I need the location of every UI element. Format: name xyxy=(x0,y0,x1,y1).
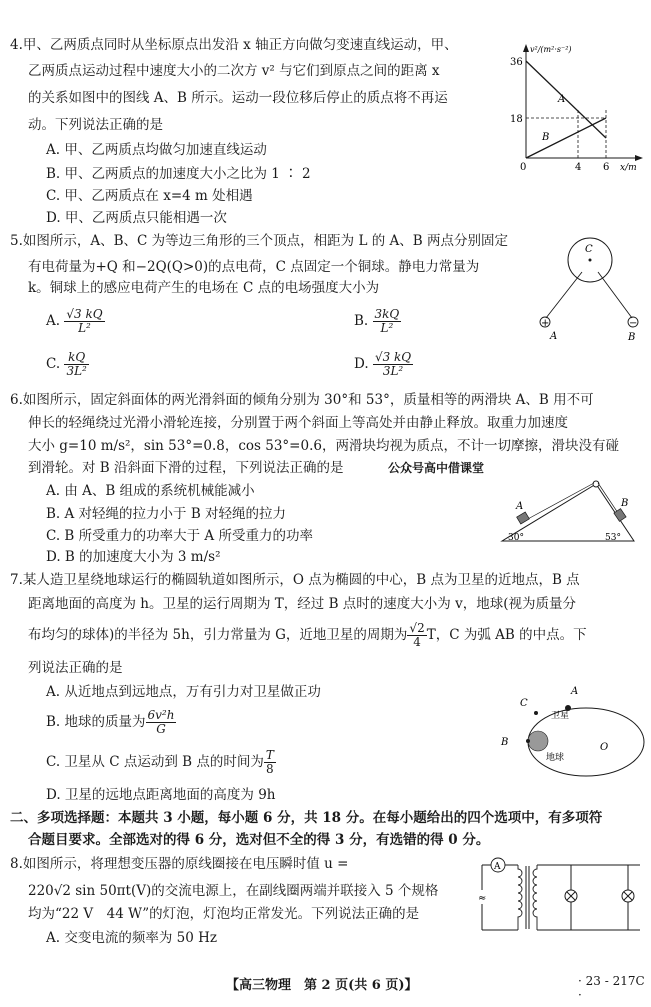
q7-line-2: 距离地面的高度为 h。卫星的运行周期为 T，经过 B 点时的速度大小为 v，地球(视为质量分 xyxy=(28,596,576,612)
q5-label-c: C xyxy=(585,244,593,255)
q5-option-a: A. $\frac{√3 kQ}{\text{L²}}$ xyxy=(46,307,103,335)
q4-option-a: A. 甲、乙两质点均做匀加速直线运动 xyxy=(46,142,267,158)
q6-line-3: 大小 g=10 m/s²，sin 53°=0.8，cos 53°=0.6，两滑块均视为质点，不计一切摩擦，滑块没有碰 xyxy=(28,438,619,454)
q7-label-a: A xyxy=(571,686,579,697)
q4-graph xyxy=(506,40,646,175)
q4-line-a-label: A xyxy=(558,94,566,105)
q8-figure xyxy=(476,852,646,940)
q4-option-b: B. 甲、乙两质点的加速度大小之比为 1 ∶ 2 xyxy=(46,166,311,182)
q4-y-tick-36: 36 xyxy=(510,57,523,68)
q5-minus-sign: − xyxy=(629,318,638,329)
q7-option-d: D. 卫星的远地点距离地面的高度为 9h xyxy=(46,787,276,803)
q6-angle-right: 53° xyxy=(605,533,621,543)
q8-line-1: 8.如图所示，将理想变压器的原线圈接在电压瞬时值 u = xyxy=(10,856,349,872)
q5-plus-sign: + xyxy=(541,318,550,329)
q5-line-1: 5.如图所示，A、B、C 为等边三角形的三个顶点，相距为 L 的 A、B 两点分别固定 xyxy=(10,233,508,249)
q5-figure xyxy=(530,232,645,347)
q6-option-c: C. B 所受重力的功率大于 A 所受重力的功率 xyxy=(46,528,313,544)
q5-line-3: k。铜球上的感应电荷产生的电场在 C 点的电场强度大小为 xyxy=(28,280,380,296)
page-footer: 【高三物理 第 2 页(共 6 页)】 xyxy=(226,978,418,993)
q5-label-b: B xyxy=(628,332,636,343)
q7-line-1: 7.某人造卫星绕地球运行的椭圆轨道如图所示，O 点为椭圆的中心，B 点为卫星的近地点，B 点 xyxy=(10,572,580,588)
section-2-line-1: 二、多项选择题：本题共 3 小题，每小题 6 分，共 18 分。在每小题给出的四个选项中，有多项符 xyxy=(10,810,603,826)
q7-option-c: C. 卫星从 C 点运动到 B 点的时间为 $\frac{T}{8}$ xyxy=(46,748,274,776)
q4-x-tick-4: 4 xyxy=(575,162,582,173)
q4-line-4: 动。下列说法正确的是 xyxy=(28,117,163,133)
q5-line-2: 有电荷量为+Q 和−2Q(Q>0)的点电荷，C 点固定一个铜球。静电力常量为 xyxy=(28,259,480,275)
q7-label-earth: 地球 xyxy=(546,753,565,763)
q6-watermark: 公众号高中借课堂 xyxy=(388,461,485,475)
q8-ammeter-label: A xyxy=(494,862,501,872)
q6-option-b: B. A 对轻绳的拉力小于 B 对轻绳的拉力 xyxy=(46,506,287,522)
q6-line-4: 到滑轮。对 B 沿斜面下滑的过程，下列说法正确的是 xyxy=(28,460,344,476)
q7-label-b: B xyxy=(501,737,509,748)
q4-y-tick-18: 18 xyxy=(510,114,523,125)
q7-option-a: A. 从近地点到远地点，万有引力对卫星做正功 xyxy=(46,684,321,700)
q6-option-d: D. B 的加速度大小为 3 m/s² xyxy=(46,549,221,565)
q4-option-c: C. 甲、乙两质点在 x=4 m 处相遇 xyxy=(46,188,253,204)
q7-label-o: O xyxy=(600,742,609,753)
q4-x-tick-6: 6 xyxy=(603,162,610,173)
q6-figure xyxy=(498,476,638,546)
q7-figure xyxy=(496,684,646,784)
q4-option-d: D. 甲、乙两质点只能相遇一次 xyxy=(46,210,227,226)
q7-line-4: 列说法正确的是 xyxy=(28,660,123,676)
q6-option-a: A. 由 A、B 组成的系统机械能减小 xyxy=(46,483,255,499)
q6-label-b: B xyxy=(621,498,629,509)
q6-angle-left: 30° xyxy=(508,533,524,543)
q8-line-3: 均为“22 V 44 W”的灯泡，灯泡均正常发光。下列说法正确的是 xyxy=(28,906,420,922)
q4-line-1: 4.甲、乙两质点同时从坐标原点出发沿 x 轴正方向做匀变速直线运动，甲、 xyxy=(10,37,458,53)
q7-label-c: C xyxy=(520,698,528,709)
q5-option-b: B. $\frac{3kQ}{\text{L²}}$ xyxy=(354,307,400,335)
q4-x-tick-0: 0 xyxy=(520,162,527,173)
q4-x-axis-label: x/m xyxy=(620,163,637,173)
q4-line-3: 的关系如图中的图线 A、B 所示。运动一段位移后停止的质点将不再运 xyxy=(28,90,448,106)
q4-y-axis-label: v²/(m²·s⁻²) xyxy=(530,45,572,54)
q5-option-c: C. $\frac{kQ}{\text{3L²}}$ xyxy=(46,350,87,378)
q7-label-satellite: 卫星 xyxy=(551,711,570,721)
q6-line-1: 6.如图所示，固定斜面体的两光滑斜面的倾角分别为 30°和 53°，质量相等的两滑块 A、B 用不可 xyxy=(10,392,594,408)
q4-line-b-label: B xyxy=(542,132,550,143)
q7-option-b: B. 地球的质量为 $\frac{\text{6v²h}}{G}$ xyxy=(46,708,175,736)
q7-line-3: 布均匀的球体)的半径为 5h，引力常量为 G，近地卫星的周期为 $\frac{√2}{4}$ T，C 为弧 AB 的中点。下 xyxy=(28,621,587,649)
q5-option-d: D. $\frac{√3 kQ}{\text{3L²}}$ xyxy=(354,350,412,378)
q6-label-a: A xyxy=(516,501,524,512)
q8-line-2: 220√2 sin 50πt(V)的交流电源上，在副线圈两端并联接入 5 个规格 xyxy=(28,883,439,899)
exam-code: · 23 - 217C · xyxy=(578,974,645,1002)
q6-line-2: 伸长的轻绳绕过光滑小滑轮连接，分别置于两个斜面上等高处并由静止释放。取重力加速度 xyxy=(28,415,568,431)
q8-option-a: A. 交变电流的频率为 50 Hz xyxy=(46,930,217,946)
q5-label-a: A xyxy=(550,331,558,342)
svg-text:≈: ≈ xyxy=(478,893,487,904)
section-2-line-2: 合题目要求。全部选对的得 6 分，选对但不全的得 3 分，有选错的得 0 分。 xyxy=(28,832,490,848)
q4-line-2: 乙两质点运动过程中速度大小的二次方 v² 与它们到原点之间的距离 x xyxy=(28,63,440,79)
